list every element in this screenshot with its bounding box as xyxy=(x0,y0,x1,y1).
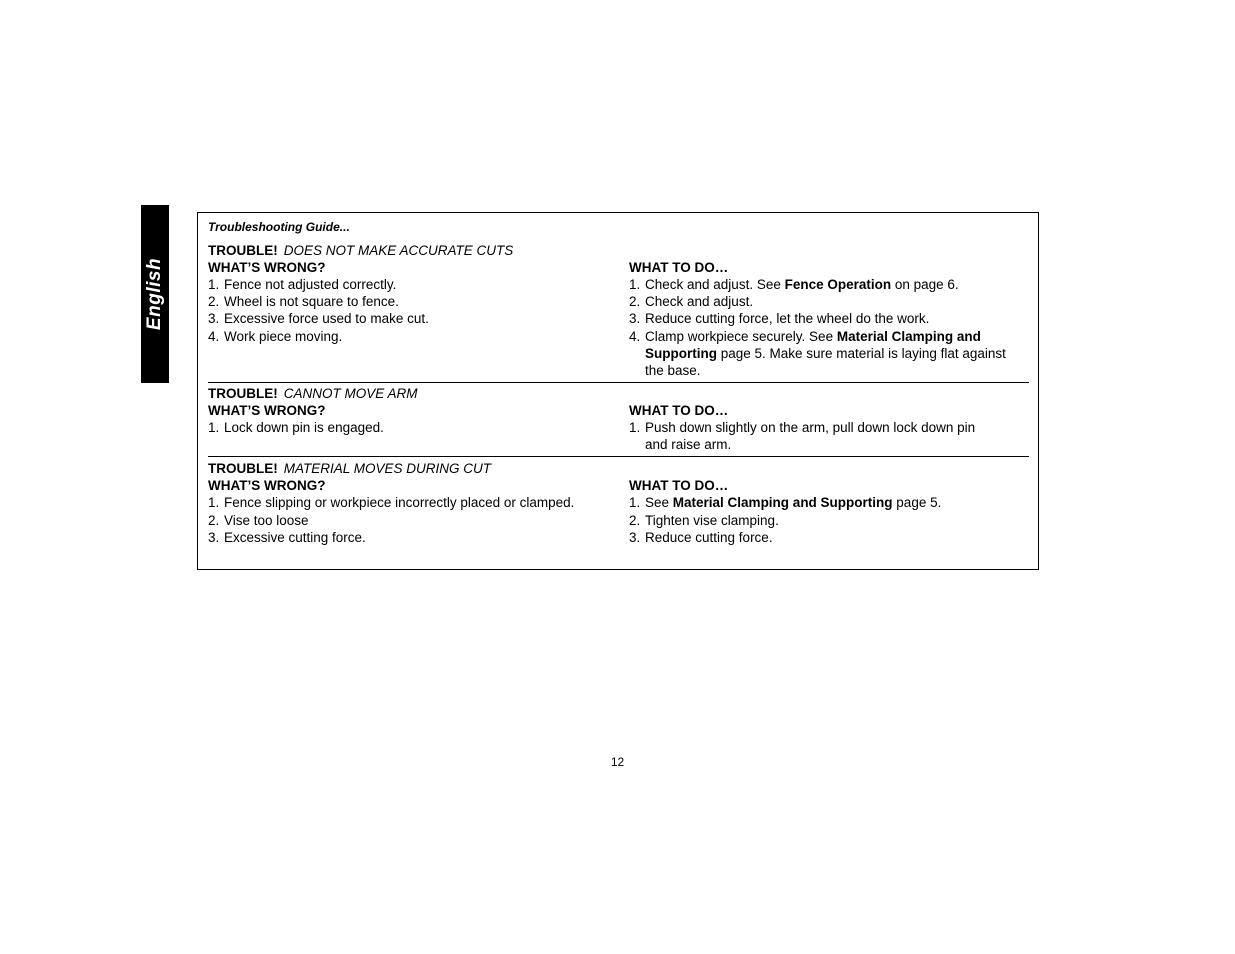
whats-wrong-column xyxy=(208,402,623,436)
item-text: Check and adjust. See xyxy=(645,277,785,292)
item-number: 2. xyxy=(629,294,641,309)
item-number: 4. xyxy=(208,329,220,344)
item-text: See xyxy=(645,495,673,510)
todo-item xyxy=(629,293,1029,310)
todo-item xyxy=(629,512,1029,529)
whats-wrong-heading: WHAT’S WRONG? xyxy=(208,403,326,418)
wrong-item xyxy=(208,310,623,327)
item-reference: Material Clamping and Supporting xyxy=(645,329,981,361)
trouble-heading xyxy=(208,460,1029,477)
item-number: 4. xyxy=(629,329,641,344)
item-text: Vise too loose xyxy=(224,513,309,528)
item-text-after: on page 6. xyxy=(891,277,959,292)
todo-item xyxy=(629,328,1025,379)
whats-wrong-column xyxy=(208,259,623,345)
item-text: Work piece moving. xyxy=(224,329,343,344)
item-number: 2. xyxy=(208,513,220,528)
todo-item xyxy=(629,276,1029,293)
item-number: 3. xyxy=(208,311,220,326)
todo-item xyxy=(629,419,995,453)
trouble-heading xyxy=(208,385,1029,402)
item-text: Fence not adjusted correctly. xyxy=(224,277,397,292)
guide-title: Troubleshooting Guide... xyxy=(208,220,350,234)
language-tab-label: English xyxy=(144,257,165,331)
item-text: Reduce cutting force, let the wheel do the work. xyxy=(645,311,930,326)
what-to-do-column xyxy=(629,402,1029,453)
item-text-after: page 5. xyxy=(892,495,942,510)
trouble-label: TROUBLE! xyxy=(208,386,278,401)
wrong-item xyxy=(208,328,623,345)
trouble-heading xyxy=(208,242,1029,259)
what-to-do-heading: WHAT TO DO… xyxy=(629,403,729,418)
trouble-section-material-moves xyxy=(208,460,1029,550)
wrong-item xyxy=(208,512,623,529)
trouble-description: CANNOT MOVE ARM xyxy=(283,386,418,401)
page-number: 12 xyxy=(610,755,625,769)
item-number: 1. xyxy=(629,495,641,510)
language-tab xyxy=(141,205,169,383)
item-number: 1. xyxy=(629,420,641,435)
item-text: Fence slipping or workpiece incorrectly placed or clamped. xyxy=(224,495,575,510)
trouble-label: TROUBLE! xyxy=(208,243,278,258)
whats-wrong-column xyxy=(208,477,623,546)
what-to-do-heading: WHAT TO DO… xyxy=(629,478,729,493)
item-text: Wheel is not square to fence. xyxy=(224,294,399,309)
item-number: 1. xyxy=(629,277,641,292)
item-text: Check and adjust. xyxy=(645,294,754,309)
item-number: 2. xyxy=(208,294,220,309)
what-to-do-heading: WHAT TO DO… xyxy=(629,260,729,275)
item-number: 2. xyxy=(629,513,641,528)
item-reference: Material Clamping and Supporting xyxy=(672,495,893,510)
item-number: 3. xyxy=(208,530,220,545)
whats-wrong-heading: WHAT’S WRONG? xyxy=(208,260,326,275)
troubleshooting-guide xyxy=(197,212,1039,570)
todo-item xyxy=(629,529,1029,546)
wrong-item xyxy=(208,529,623,546)
wrong-item xyxy=(208,419,623,436)
item-text: Tighten vise clamping. xyxy=(645,513,779,528)
item-text: Reduce cutting force. xyxy=(645,530,773,545)
item-text: Clamp workpiece securely. See xyxy=(645,329,837,344)
wrong-item xyxy=(208,293,623,310)
item-reference: Fence Operation xyxy=(784,277,892,292)
item-number: 1. xyxy=(208,420,220,435)
item-text: Push down slightly on the arm, pull down lock down pin and raise arm. xyxy=(645,420,976,452)
item-text: Lock down pin is engaged. xyxy=(224,420,384,435)
trouble-description: MATERIAL MOVES DURING CUT xyxy=(283,461,492,476)
todo-item xyxy=(629,310,1029,327)
trouble-section-cannot-move-arm xyxy=(208,385,1029,457)
item-number: 3. xyxy=(629,311,641,326)
trouble-description: DOES NOT MAKE ACCURATE CUTS xyxy=(283,243,514,258)
wrong-item xyxy=(208,276,623,293)
item-text-after: page 5. Make sure material is laying flat against the base. xyxy=(645,346,1006,378)
trouble-section-accurate-cuts xyxy=(208,242,1029,383)
whats-wrong-heading: WHAT’S WRONG? xyxy=(208,478,326,493)
item-text: Excessive force used to make cut. xyxy=(224,311,429,326)
wrong-item xyxy=(208,494,623,511)
item-number: 3. xyxy=(629,530,641,545)
item-number: 1. xyxy=(208,277,220,292)
todo-item xyxy=(629,494,1029,511)
trouble-label: TROUBLE! xyxy=(208,461,278,476)
what-to-do-column xyxy=(629,259,1029,379)
what-to-do-column xyxy=(629,477,1029,546)
item-text: Excessive cutting force. xyxy=(224,530,366,545)
item-number: 1. xyxy=(208,495,220,510)
